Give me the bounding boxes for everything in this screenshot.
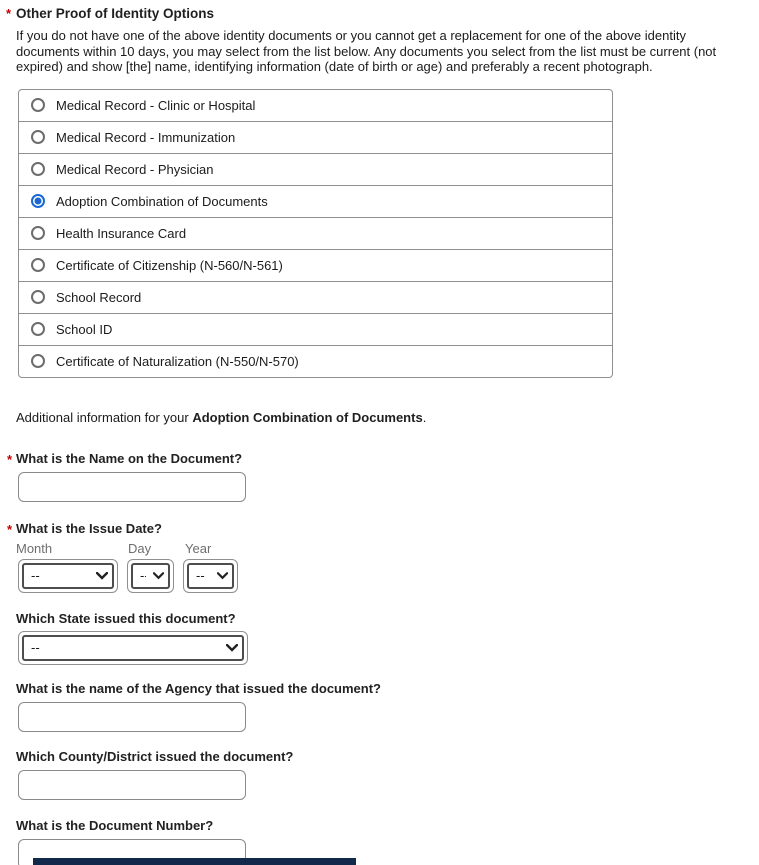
question-county	[16, 749, 759, 764]
state-select-wrapper	[18, 631, 248, 665]
required-asterisk: *	[7, 451, 13, 467]
option-label: Adoption Combination of Documents	[56, 193, 268, 209]
question-name-on-document	[7, 450, 759, 467]
question-agency	[16, 681, 759, 696]
option-label: Health Insurance Card	[56, 225, 187, 241]
date-sublabels	[16, 541, 759, 556]
issue-date-selects	[18, 559, 759, 593]
state-select-row	[18, 631, 759, 665]
month-label: Month	[16, 540, 53, 556]
radio-medical-clinic[interactable]	[31, 98, 45, 112]
option-row-citizenship-certificate[interactable]	[19, 249, 612, 281]
additional-info-suffix: .	[422, 409, 427, 425]
radio-school-id[interactable]	[31, 322, 45, 336]
option-label: Medical Record - Immunization	[56, 129, 236, 145]
additional-info-line	[16, 410, 759, 425]
required-asterisk: *	[7, 521, 13, 537]
radio-medical-immunization[interactable]	[31, 130, 45, 144]
cutoff-bottom-bar	[33, 858, 356, 865]
option-row-medical-physician[interactable]	[19, 153, 612, 185]
question-label: What is the Name on the Document?	[16, 450, 243, 466]
radio-naturalization-certificate[interactable]	[31, 354, 45, 368]
option-label: Certificate of Naturalization (N-550/N-570)	[56, 353, 299, 369]
option-row-school-record[interactable]	[19, 281, 612, 313]
radio-health-insurance[interactable]	[31, 226, 45, 240]
option-row-school-id[interactable]	[19, 313, 612, 345]
option-label: Certificate of Citizenship (N-560/N-561)	[56, 257, 283, 273]
option-label: School ID	[56, 321, 113, 337]
radio-citizenship-certificate[interactable]	[31, 258, 45, 272]
day-select[interactable]	[131, 563, 170, 589]
question-label: Which State issued this document?	[16, 610, 236, 626]
month-select[interactable]	[22, 563, 114, 589]
page-title: Other Proof of Identity Options	[16, 6, 214, 21]
county-input[interactable]	[18, 770, 246, 800]
option-row-medical-clinic[interactable]	[19, 90, 612, 121]
option-label: Medical Record - Physician	[56, 161, 214, 177]
option-label: Medical Record - Clinic or Hospital	[56, 97, 256, 113]
selected-document-name: Adoption Combination of Documents	[192, 409, 423, 425]
agency-input[interactable]	[18, 702, 246, 732]
question-label: What is the Document Number?	[16, 817, 214, 833]
question-label: Which County/District issued the document?	[16, 748, 294, 764]
radio-adoption-combination[interactable]	[31, 194, 45, 208]
question-issue-date	[7, 520, 759, 537]
question-label: What is the Issue Date?	[16, 520, 162, 536]
question-label: What is the name of the Agency that issued the document?	[16, 680, 382, 696]
day-label: Day	[128, 540, 152, 556]
day-select-wrapper	[127, 559, 174, 593]
document-options-list	[18, 89, 613, 378]
option-row-health-insurance[interactable]	[19, 217, 612, 249]
year-select[interactable]	[187, 563, 234, 589]
additional-info-prefix: Additional information for your	[16, 409, 193, 425]
year-select-wrapper	[183, 559, 238, 593]
section-description: If you do not have one of the above identity documents or you cannot get a replacement for one of the above identity documents within 10 days, you may select from the list below. Any documents you select from the list must be current (not expired) and show [the] name, identifying information (date of birth or age) and preferably a recent photograph.	[16, 28, 717, 74]
state-select[interactable]	[22, 635, 244, 661]
option-row-medical-immunization[interactable]	[19, 121, 612, 153]
name-on-document-input[interactable]	[18, 472, 246, 502]
option-row-naturalization-certificate[interactable]	[19, 345, 612, 377]
option-row-adoption-combination[interactable]	[19, 185, 612, 217]
radio-school-record[interactable]	[31, 290, 45, 304]
month-select-wrapper	[18, 559, 118, 593]
required-asterisk: *	[6, 6, 12, 21]
option-label: School Record	[56, 289, 142, 305]
section-header	[6, 6, 759, 21]
question-document-number	[16, 818, 759, 833]
radio-medical-physician[interactable]	[31, 162, 45, 176]
question-state	[16, 611, 759, 626]
year-label: Year	[185, 540, 212, 556]
